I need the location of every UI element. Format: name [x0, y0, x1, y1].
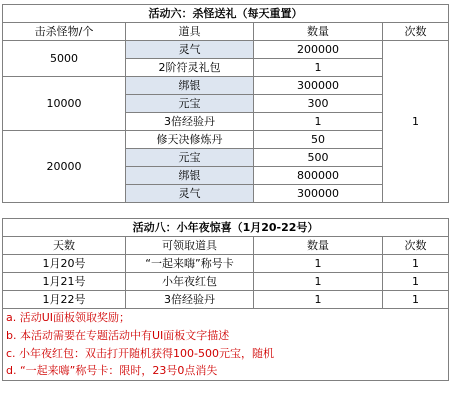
times-cell: 1: [383, 255, 449, 273]
item-cell: 修天决修炼丹: [126, 131, 254, 149]
quantity-cell: 300000: [254, 185, 383, 203]
col-header-times: 次数: [383, 237, 449, 255]
item-cell: 绑银: [126, 77, 254, 95]
times-cell: 1: [383, 41, 449, 203]
item-cell: 绑银: [126, 167, 254, 185]
activity6-title: 活动六：杀怪送礼（每天重置）: [3, 5, 449, 23]
col-header-times: 次数: [383, 23, 449, 41]
quantity-cell: 300: [254, 95, 383, 113]
item-cell: 元宝: [126, 149, 254, 167]
quantity-cell: 1: [254, 113, 383, 131]
kills-cell: 5000: [3, 41, 126, 77]
activity8-title: 活动八：小年夜惊喜（1月20-22号）: [3, 219, 449, 237]
day-cell: 1月20号: [3, 255, 126, 273]
quantity-cell: 50: [254, 131, 383, 149]
item-cell: 2阶符灵礼包: [126, 59, 254, 77]
quantity-cell: 200000: [254, 41, 383, 59]
activity6-table: [2, 4, 449, 203]
col-header-quantity: 数量: [254, 23, 383, 41]
note-b: b. 本活动需要在专题活动中有UI面板文字描述: [3, 327, 449, 345]
note-a: a. 活动UI面板领取奖励；: [3, 309, 449, 327]
item-cell: 3倍经验丹: [126, 291, 254, 309]
col-header-item: 道具: [126, 23, 254, 41]
col-header-kills: 击杀怪物/个: [3, 23, 126, 41]
kills-cell: 20000: [3, 131, 126, 203]
quantity-cell: 800000: [254, 167, 383, 185]
times-cell: 1: [383, 273, 449, 291]
quantity-cell: 1: [254, 273, 383, 291]
col-header-quantity: 数量: [254, 237, 383, 255]
note-c: c. 小年夜红包：双击打开随机获得100-500元宝，随机: [3, 345, 449, 363]
quantity-cell: 1: [254, 255, 383, 273]
times-cell: 1: [383, 291, 449, 309]
item-cell: 灵气: [126, 185, 254, 203]
day-cell: 1月21号: [3, 273, 126, 291]
item-cell: “一起来嗨”称号卡: [126, 255, 254, 273]
day-cell: 1月22号: [3, 291, 126, 309]
quantity-cell: 1: [254, 291, 383, 309]
quantity-cell: 300000: [254, 77, 383, 95]
item-cell: 小年夜红包: [126, 273, 254, 291]
activity8-table: [2, 218, 449, 381]
item-cell: 元宝: [126, 95, 254, 113]
item-cell: 3倍经验丹: [126, 113, 254, 131]
note-d: d. “一起来嗨”称号卡：限时，23号0点消失: [3, 363, 449, 381]
col-header-item: 可领取道具: [126, 237, 254, 255]
item-cell: 灵气: [126, 41, 254, 59]
kills-cell: 10000: [3, 77, 126, 131]
quantity-cell: 500: [254, 149, 383, 167]
quantity-cell: 1: [254, 59, 383, 77]
col-header-day: 天数: [3, 237, 126, 255]
